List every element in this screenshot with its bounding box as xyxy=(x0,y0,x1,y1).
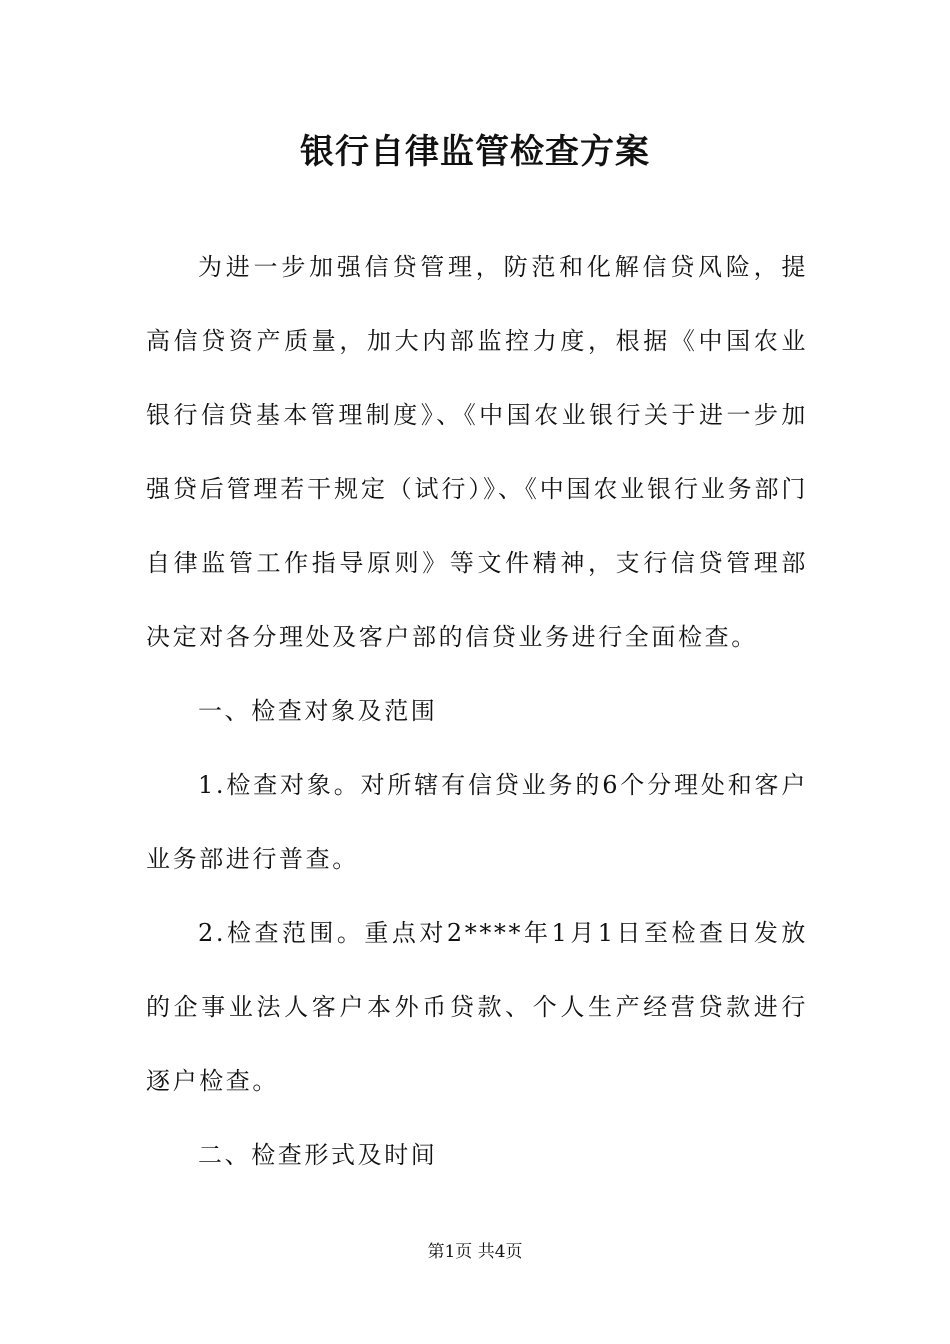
page-number-footer: 第1页 共4页 xyxy=(427,1242,523,1262)
section-heading-1: 一、检查对象及范围 xyxy=(198,697,438,725)
section-heading-2: 二、检查形式及时间 xyxy=(198,1141,438,1169)
document-body xyxy=(146,230,808,1192)
intro-paragraph: 为进一步加强信贷管理，防范和化解信贷风险，提高信贷资产质量，加大内部监控力度，根据《中国农业银行信贷基本管理制度》、《中国农业银行关于进一步加强贷后管理若干规定（试行）》、《中国农业银行业务部门自律监管工作指导原则》等文件精神，支行信贷管理部决定对各分理处及客户部的信贷业务进行全面检查。 xyxy=(146,253,808,651)
item-check-scope: 2.检查范围。重点对2****年1月1日至检查日发放的企事业法人客户本外币贷款、个人生产经营贷款进行逐户检查。 xyxy=(146,919,808,1095)
item-check-target: 1.检查对象。对所辖有信贷业务的6个分理处和客户业务部进行普查。 xyxy=(146,771,808,873)
document-title: 银行自律监管检查方案 xyxy=(300,132,650,172)
